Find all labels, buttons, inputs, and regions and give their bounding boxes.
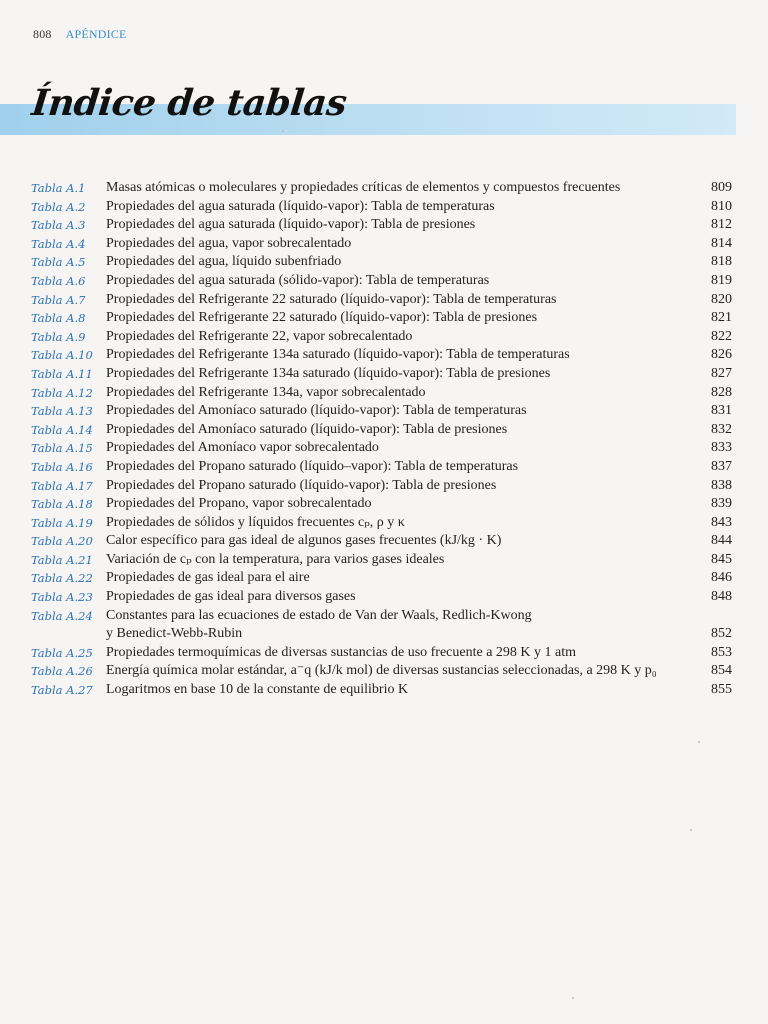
page-ref: 844: [711, 533, 732, 549]
page-ref: 845: [711, 551, 732, 567]
scan-speck: [572, 997, 574, 999]
description-line: Propiedades del agua saturada (líquido-vapor): Tabla de temperaturas: [106, 198, 495, 214]
toc-entry: [0, 569, 768, 588]
page-ref: 828: [711, 384, 732, 400]
page-ref: 852: [711, 626, 732, 642]
page-ref: 822: [711, 328, 732, 344]
description-line: Energía química molar estándar, a⁻q (kJ/k mol) de diversas sustancias seleccionadas, a 298 K y p₀: [106, 663, 657, 679]
page-ref: 854: [711, 663, 732, 679]
description-line: Propiedades del Refrigerante 134a saturado (líquido-vapor): Tabla de presiones: [106, 365, 551, 381]
table-description: [106, 551, 696, 570]
toc-entry: [0, 253, 768, 272]
description-line: Propiedades del Propano, vapor sobrecalentado: [106, 496, 372, 512]
table-label: Tabla A.20: [31, 534, 93, 549]
toc-entry: [0, 365, 768, 384]
page-ref: 855: [711, 682, 732, 698]
table-description: [106, 644, 696, 663]
table-label: Tabla A.8: [31, 311, 86, 326]
table-of-contents: [0, 179, 768, 700]
page-ref: 826: [711, 347, 732, 363]
table-label: Tabla A.17: [31, 478, 93, 493]
description-line: Propiedades de sólidos y líquidos frecuentes cₚ, ρ y κ: [106, 514, 405, 530]
toc-entry: [0, 439, 768, 458]
table-label: Tabla A.16: [31, 459, 93, 474]
table-description: [106, 402, 696, 421]
page-ref: 831: [711, 403, 732, 419]
page-ref: 838: [711, 477, 732, 493]
table-description: [106, 179, 696, 198]
table-description: [106, 272, 696, 291]
description-line: Propiedades del agua saturada (sólido-vapor): Tabla de temperaturas: [106, 272, 490, 288]
table-label: Tabla A.24: [31, 608, 93, 623]
page-ref: 809: [711, 180, 732, 195]
page-ref: 821: [711, 310, 732, 326]
toc-entry: [0, 198, 768, 217]
description-line: Propiedades del Refrigerante 134a, vapor sobrecalentado: [106, 384, 426, 400]
toc-entry: [0, 514, 768, 533]
table-label: Tabla A.11: [31, 366, 93, 381]
page-ref: 810: [711, 198, 732, 214]
toc-entry: [0, 662, 768, 681]
table-description: [106, 365, 696, 384]
description-line: Propiedades del Propano saturado (líquido-vapor): Tabla de presiones: [106, 477, 497, 493]
toc-entry: [0, 532, 768, 551]
page-number: 808: [33, 27, 52, 41]
table-label: Tabla A.15: [31, 441, 93, 456]
table-description: [106, 328, 696, 347]
page-ref: 837: [711, 458, 732, 474]
page-ref: 843: [711, 514, 732, 530]
table-label: Tabla A.1: [31, 181, 86, 195]
table-label: Tabla A.26: [31, 664, 93, 679]
toc-entry: [0, 346, 768, 365]
description-line: Propiedades de gas ideal para el aire: [106, 570, 310, 586]
table-label: Tabla A.25: [31, 645, 93, 660]
description-line: Propiedades del agua, líquido subenfriado: [106, 254, 342, 270]
table-label: Tabla A.3: [31, 218, 86, 233]
toc-entry: [0, 551, 768, 570]
description-line: Constantes para las ecuaciones de estado de Van der Waals, Redlich-Kwong: [106, 607, 532, 623]
scan-speck: [690, 829, 692, 831]
toc-entry: [0, 179, 768, 198]
description-line: Propiedades de gas ideal para diversos gases: [106, 589, 356, 605]
table-label: Tabla A.4: [31, 236, 86, 251]
table-label: Tabla A.21: [31, 552, 93, 567]
description-line: Propiedades del agua, vapor sobrecalentado: [106, 235, 352, 251]
toc-entry: [0, 328, 768, 347]
page-ref: 814: [711, 235, 732, 251]
table-label: Tabla A.14: [31, 422, 93, 437]
table-label: Tabla A.13: [31, 404, 93, 419]
description-line: Variación de cₚ con la temperatura, para varios gases ideales: [106, 551, 445, 567]
toc-entry: [0, 272, 768, 291]
table-label: Tabla A.27: [31, 683, 93, 698]
table-description: [106, 588, 696, 607]
toc-entry: [0, 421, 768, 440]
table-description: [106, 309, 696, 328]
table-description: [106, 662, 696, 681]
table-description: [106, 439, 696, 458]
description-line-2: y Benedict-Webb-Rubin: [106, 626, 243, 642]
page-ref: 827: [711, 365, 732, 381]
table-description: [106, 346, 696, 365]
page-ref: 832: [711, 421, 732, 437]
toc-entry: [0, 477, 768, 496]
toc-entry: [0, 402, 768, 421]
table-label: Tabla A.22: [31, 571, 93, 586]
toc-entry: [0, 384, 768, 403]
toc-entry: [0, 458, 768, 477]
table-description: [106, 421, 696, 440]
page-ref: 846: [711, 570, 732, 586]
description-line: Propiedades del Refrigerante 22, vapor sobrecalentado: [106, 328, 413, 344]
description-line: Propiedades del Refrigerante 22 saturado (líquido-vapor): Tabla de presiones: [106, 310, 538, 326]
toc-entry: [0, 235, 768, 254]
table-label: Tabla A.2: [31, 199, 86, 214]
table-description: [106, 291, 696, 310]
description-line: Propiedades del agua saturada (líquido-vapor): Tabla de presiones: [106, 217, 476, 233]
description-line: Propiedades del Amoníaco saturado (líquido-vapor): Tabla de presiones: [106, 421, 508, 437]
scan-speck: [698, 741, 700, 743]
description-line: Propiedades termoquímicas de diversas sustancias de uso frecuente a 298 K y 1 atm: [106, 644, 577, 660]
table-description: [106, 253, 696, 272]
page-ref: 853: [711, 644, 732, 660]
page-ref: 848: [711, 589, 732, 605]
table-label: Tabla A.18: [31, 497, 93, 512]
table-label: Tabla A.23: [31, 590, 93, 605]
table-label: Tabla A.5: [31, 255, 86, 270]
page-ref: 819: [711, 272, 732, 288]
table-description: [106, 477, 696, 496]
toc-entry: [0, 681, 768, 700]
page-ref: 818: [711, 254, 732, 270]
table-description: [106, 458, 696, 477]
description-line: Propiedades del Refrigerante 22 saturado (líquido-vapor): Tabla de temperaturas: [106, 291, 557, 307]
description-line: Calor específico para gas ideal de algunos gases frecuentes (kJ/kg · K): [106, 533, 502, 549]
table-description: [106, 532, 696, 551]
toc-entry: [0, 607, 768, 644]
toc-entry: [0, 495, 768, 514]
toc-entry: [0, 588, 768, 607]
toc-entry: [0, 291, 768, 310]
table-description: [106, 607, 696, 644]
page-ref: 839: [711, 496, 732, 512]
table-description: [106, 495, 696, 514]
table-label: Tabla A.10: [31, 348, 93, 363]
description-line: Propiedades del Propano saturado (líquido–vapor): Tabla de temperaturas: [106, 458, 519, 474]
table-description: [106, 216, 696, 235]
table-description: [106, 384, 696, 403]
page-ref: 820: [711, 291, 732, 307]
description-line: Logaritmos en base 10 de la constante de equilibrio K: [106, 682, 409, 698]
table-description: [106, 514, 696, 533]
description-line: Propiedades del Amoníaco saturado (líquido-vapor): Tabla de temperaturas: [106, 403, 527, 419]
table-description: [106, 235, 696, 254]
toc-entry: [0, 309, 768, 328]
table-label: Tabla A.9: [31, 329, 86, 344]
table-label: Tabla A.12: [31, 385, 93, 400]
table-description: [106, 681, 696, 700]
section-label: APÉNDICE: [65, 27, 127, 41]
scan-speck: [282, 130, 284, 132]
toc-entry: [0, 216, 768, 235]
page-ref: 833: [711, 440, 732, 456]
description-line: Propiedades del Refrigerante 134a saturado (líquido-vapor): Tabla de temperaturas: [106, 347, 570, 363]
running-header: [33, 27, 127, 42]
description-line: Propiedades del Amoníaco vapor sobrecalentado: [106, 440, 379, 456]
page-title: Índice de tablas: [29, 82, 349, 124]
table-description: [106, 198, 696, 217]
description-line: Masas atómicas o moleculares y propiedades críticas de elementos y compuestos frecuentes: [106, 180, 621, 195]
toc-entry: [0, 644, 768, 663]
table-label: Tabla A.6: [31, 273, 86, 288]
table-label: Tabla A.7: [31, 292, 86, 307]
table-label: Tabla A.19: [31, 515, 93, 530]
table-description: [106, 569, 696, 588]
page-ref: 812: [711, 217, 732, 233]
